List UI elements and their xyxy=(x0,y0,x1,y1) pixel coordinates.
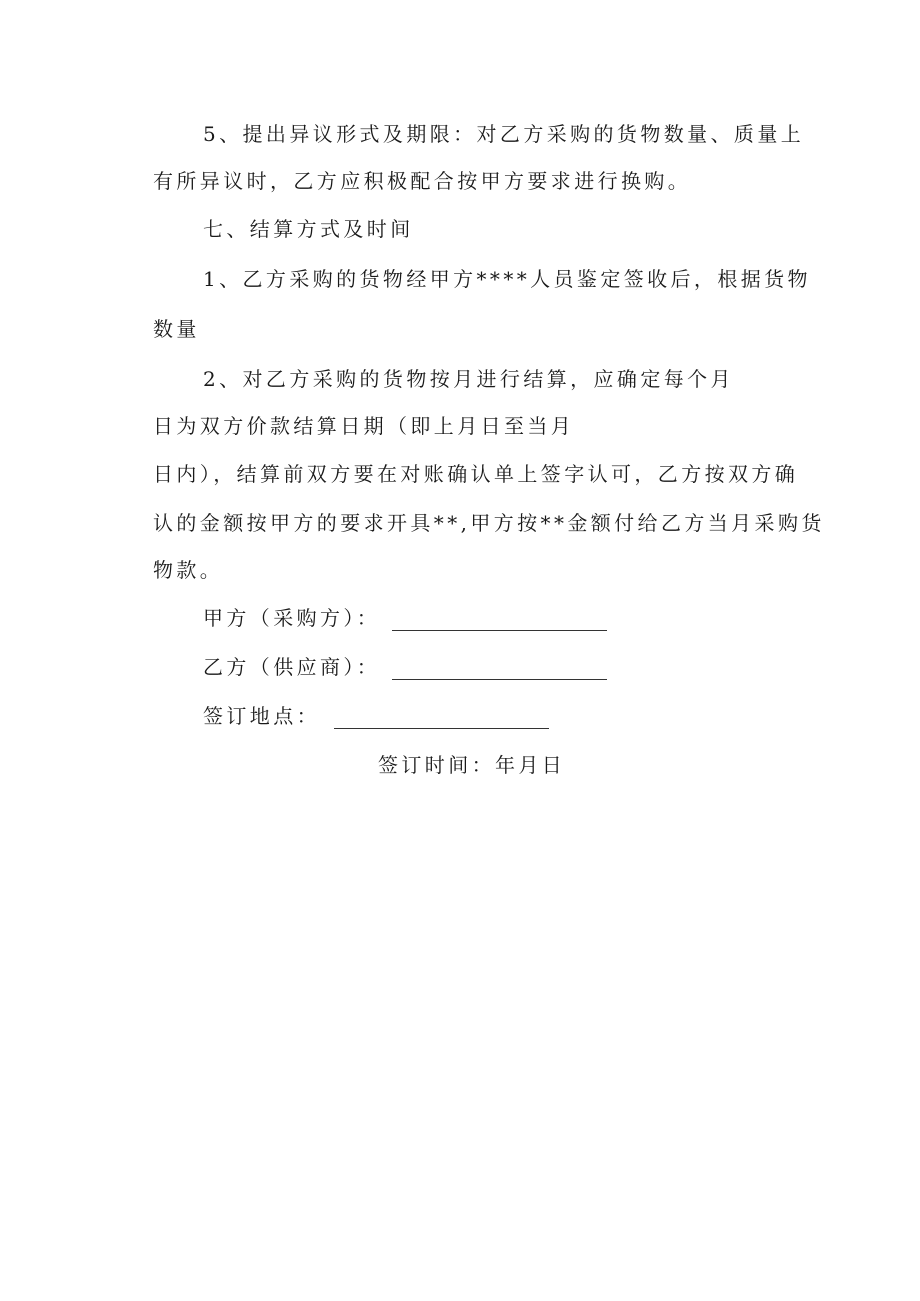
signing-place-row xyxy=(203,703,549,729)
party-b-label: 乙方（供应商）： xyxy=(203,655,381,679)
section-7-heading: 七、结算方式及时间 xyxy=(203,217,414,241)
section-7-item-2-line-3: 日内），结算前双方要在对账确认单上签字认可，乙方按双方确 xyxy=(153,462,799,486)
party-a-signature-blank xyxy=(392,612,607,631)
party-a-label: 甲方（采购方）： xyxy=(203,606,381,630)
section-7-item-2-line-4: 认的金额按甲方的要求开具**,甲方按**金额付给乙方当月采购货 xyxy=(153,511,825,535)
section-7-item-1-line-1: 1、乙方采购的货物经甲方****人员鉴定签收后，根据货物 xyxy=(203,267,811,291)
section-7-item-2-line-1: 2、对乙方采购的货物按月进行结算，应确定每个月 xyxy=(203,367,734,391)
party-a-signature-row xyxy=(203,605,607,631)
section-7-item-1-line-2: 数量 xyxy=(153,317,200,341)
signing-place-blank xyxy=(334,710,549,729)
signing-time: 签订时间：年月日 xyxy=(378,753,566,777)
section-7-item-2-line-5: 物款。 xyxy=(153,558,224,582)
party-b-signature-blank xyxy=(392,661,607,680)
party-b-signature-row xyxy=(203,654,607,680)
clause-5-line-2: 有所异议时，乙方应积极配合按甲方要求进行换购。 xyxy=(153,169,692,193)
section-7-item-2-line-2: 日为双方价款结算日期（即上月日至当月 xyxy=(153,414,575,438)
signing-place-label: 签订地点： xyxy=(203,704,320,728)
clause-5-line-1: 5、提出异议形式及期限：对乙方采购的货物数量、质量上 xyxy=(203,122,805,146)
